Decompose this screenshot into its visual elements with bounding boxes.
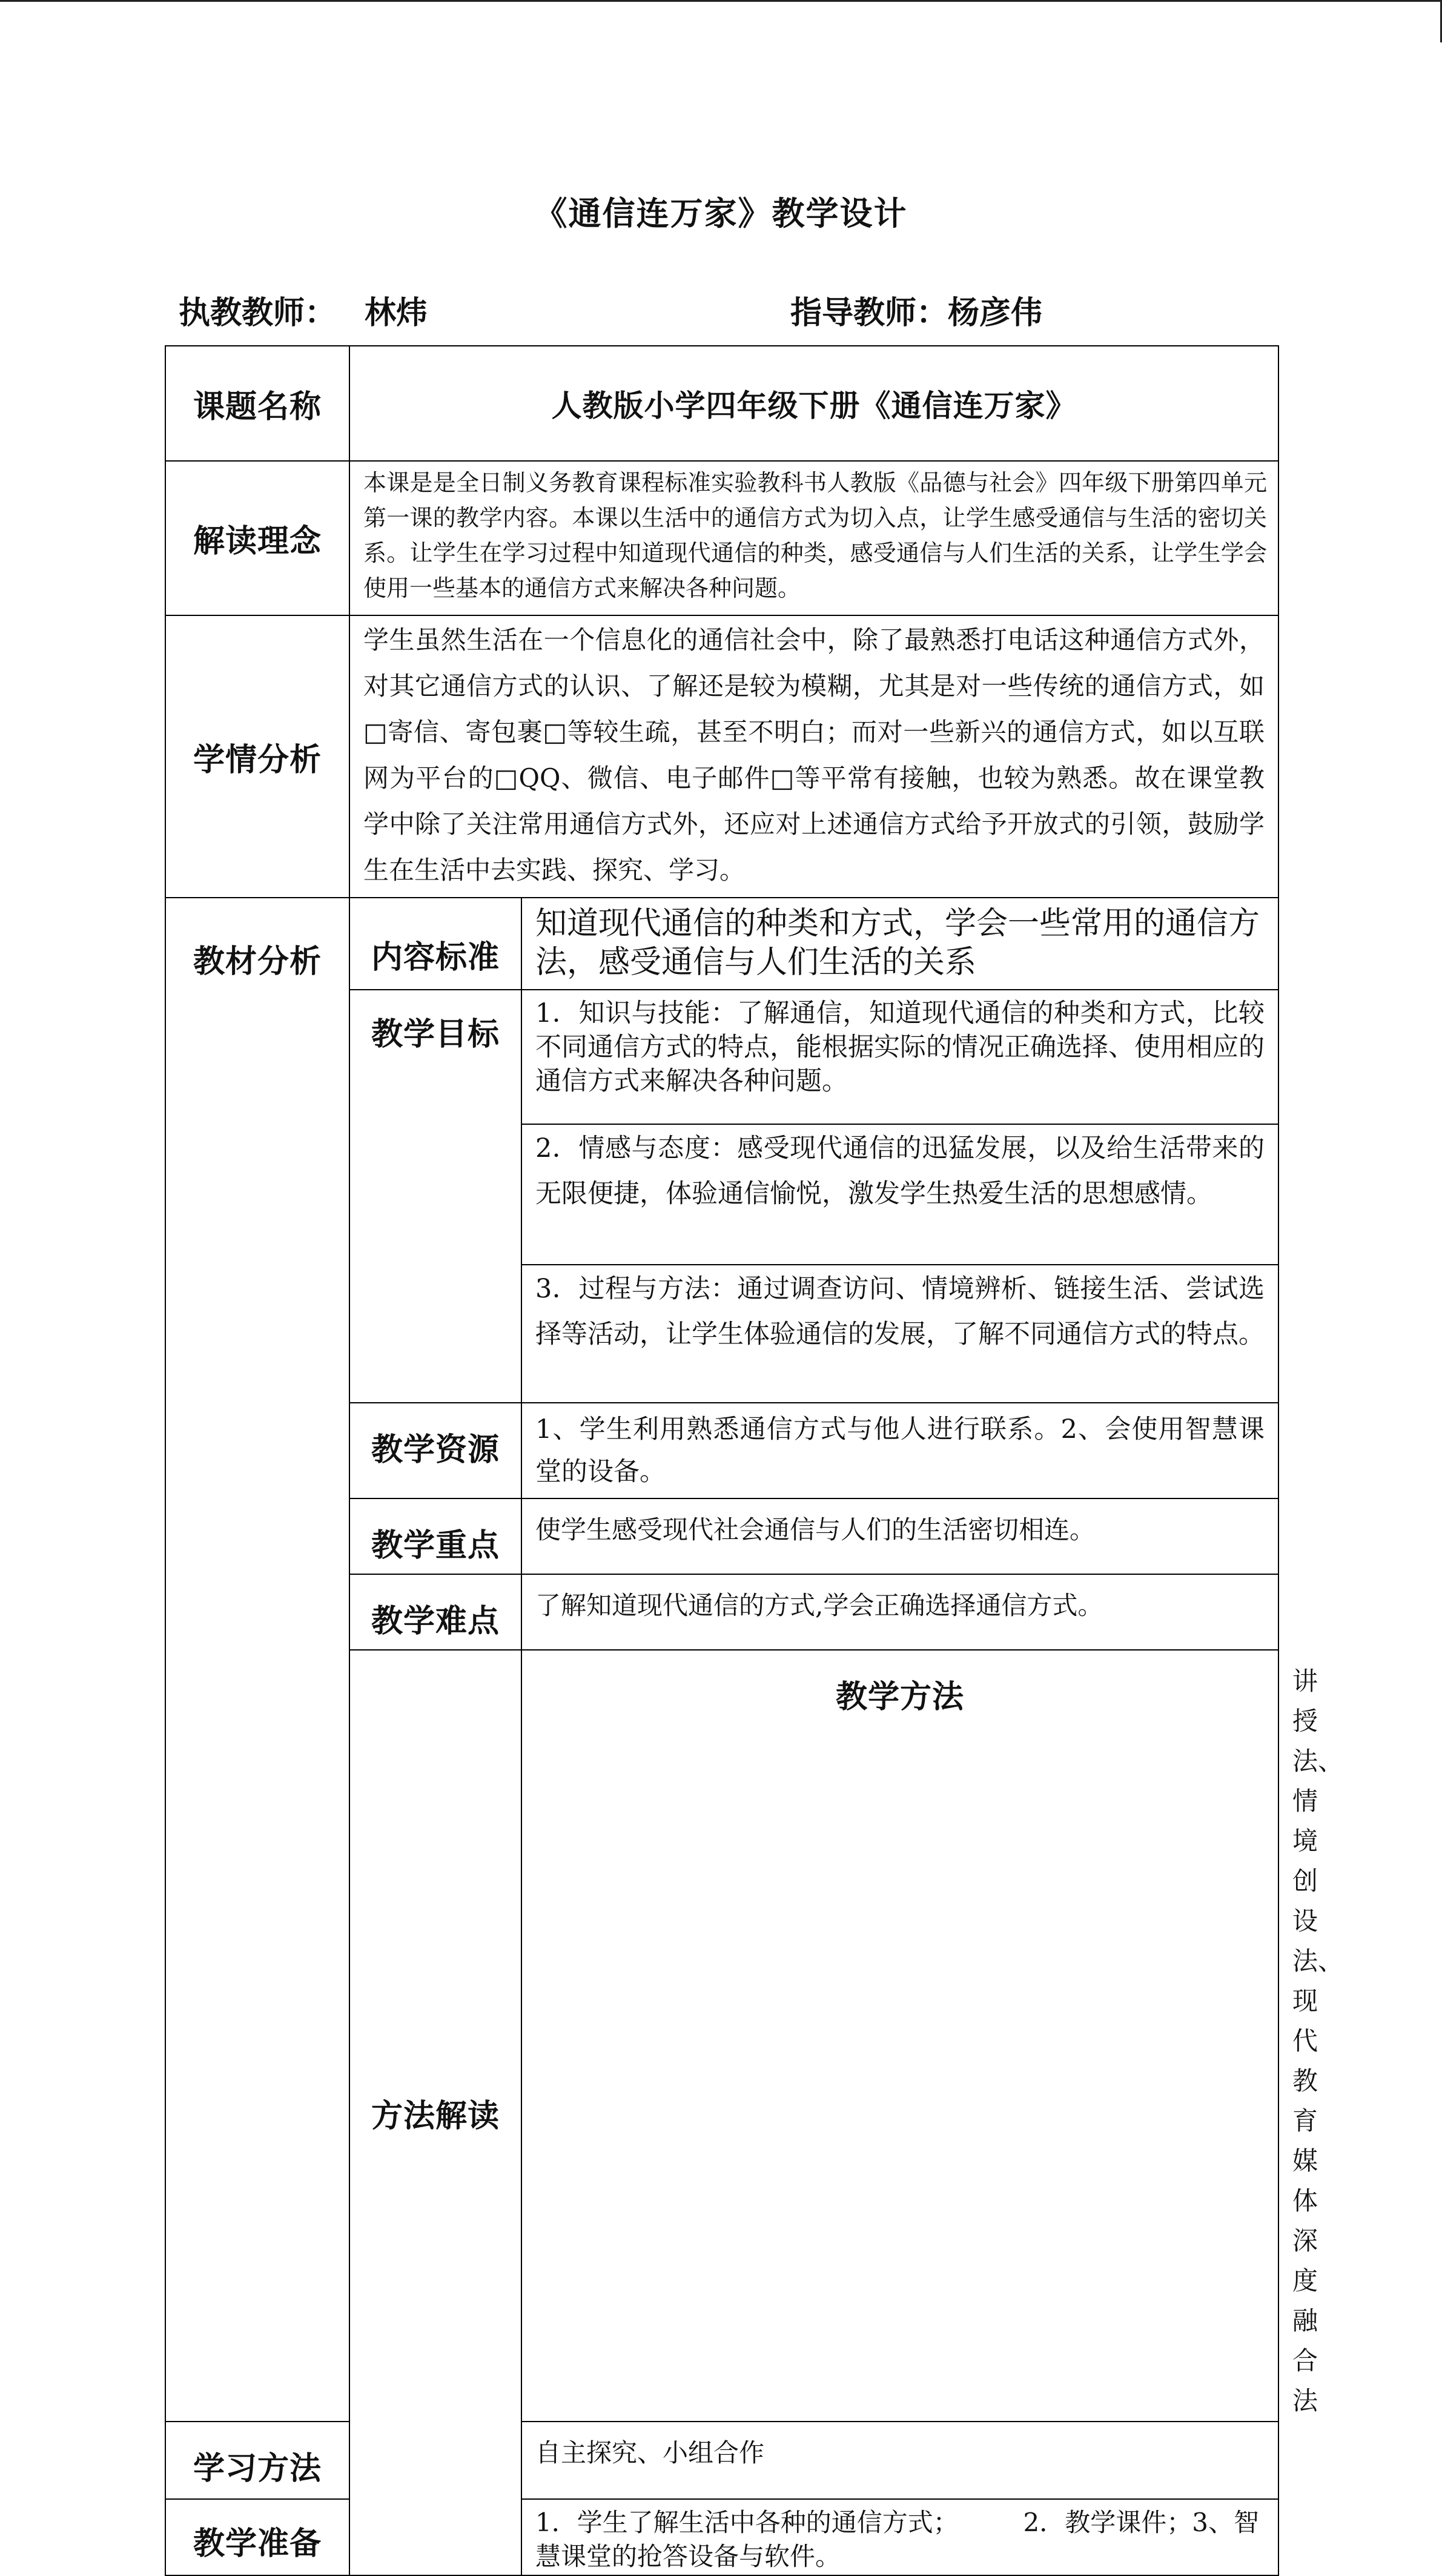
prep-text: 1．学生了解生活中各种的通信方式； 2．教学课件；3、智慧课堂的抢答设备与软件。 [521, 2499, 1278, 2575]
learner-text: 学生虽然生活在一个信息化的通信社会中，除了最熟悉打电话这种通信方式外，对其它通信方式的认识、了解还是较为模糊，尤其是对一些传统的通信方式，如□寄信、寄包裹□等较生疏，甚至不明白；而对一些新兴的通信方式，如以互联网为平台的□QQ、微信、电子邮件□等平常有接触，也较为熟悉。故在课堂教学中除了关注常用通信方式外，还应对上述通信方式给予开放式的引领，鼓励学生在生活中去实践、探究、学习。 [349, 615, 1278, 898]
keypoint-text: 使学生感受现代社会通信与人们的生活密切相连。 [521, 1498, 1278, 1574]
goal-3-text: 3．过程与方法：通过调查访问、情境辨析、链接生活、尝试选择等活动，让学生体验通信的发展，了解不同通信方式的特点。 [521, 1265, 1278, 1403]
methods-label: 方法解读 [349, 1650, 521, 2575]
row-standard [165, 898, 1278, 990]
goal-2-text: 2．情感与态度：感受现代通信的迅猛发展，以及给生活带来的无限便捷，体验通信愉悦，激发学生热爱生活的思想感情。 [521, 1124, 1278, 1265]
resources-text: 1、学生利用熟悉通信方式与他人进行联系。2、会使用智慧课堂的设备。 [521, 1403, 1278, 1498]
teach-method-label: 教学方法 [521, 1650, 1278, 2422]
concept-label: 解读理念 [165, 461, 349, 615]
lesson-plan-table [165, 345, 1344, 2576]
goal-1-text: 1．知识与技能：了解通信，知道现代通信的种类和方式，比较不同通信方式的特点，能根据实际的情况正确选择、使用相应的通信方式来解决各种问题。 [521, 990, 1278, 1124]
row-course [165, 346, 1278, 461]
prep-label: 教学准备 [165, 2499, 349, 2575]
difficulty-text: 了解知道现代通信的方式,学会正确选择通信方式。 [521, 1574, 1278, 1650]
difficulty-label: 教学难点 [349, 1574, 521, 1650]
concept-text: 本课是是全日制义务教育课程标准实验教科书人教版《品德与社会》四年级下册第四单元第一课的教学内容。本课以生活中的通信方式为切入点，让学生感受通信与生活的密切关系。让学生在学习过程中知道现代通信的种类，感受通信与人们生活的关系，让学生学会使用一些基本的通信方式来解决各种问题。 [349, 461, 1278, 615]
row-concept [165, 461, 1278, 615]
material-label: 教材分析 [165, 898, 349, 2422]
teacher-label: 执教教师： [179, 294, 337, 331]
goals-label: 教学目标 [349, 990, 521, 1403]
row-prep [165, 2499, 1278, 2575]
row-teach-method: 方法解读 教学方法 讲授法、情境创设法、现代教育媒体深度融合法 [165, 1650, 1278, 2422]
learner-label: 学情分析 [165, 615, 349, 898]
document-title: 《通信连万家》教学设计 [534, 194, 908, 233]
teacher-name: 林炜 [365, 294, 428, 331]
resources-label: 教学资源 [349, 1403, 521, 1498]
keypoint-label: 教学重点 [349, 1498, 521, 1574]
advisor-teacher: 指导教师：杨彦伟 [790, 294, 1043, 331]
row-learn-method [165, 2422, 1278, 2499]
standard-text: 知道现代通信的种类和方式，学会一些常用的通信方法，感受通信与人们生活的关系 [521, 898, 1278, 990]
page-top-border [0, 0, 1442, 2]
learn-method-label: 学习方法 [165, 2422, 349, 2499]
standard-label: 内容标准 [349, 898, 521, 990]
row-learner [165, 615, 1278, 898]
course-label: 课题名称 [165, 346, 349, 461]
learn-method-text: 自主探究、小组合作 [521, 2422, 1278, 2499]
course-value: 人教版小学四年级下册《通信连万家》 [349, 346, 1278, 461]
